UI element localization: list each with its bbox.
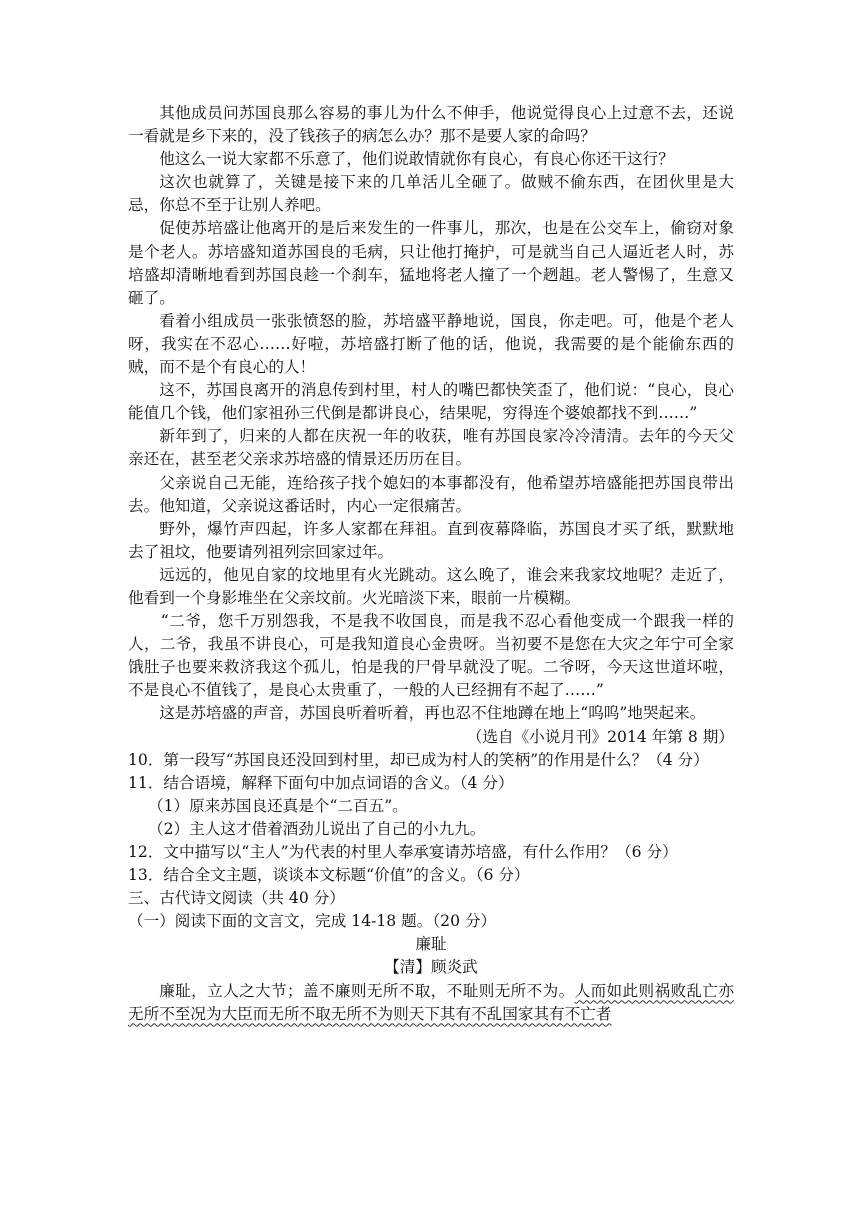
- question-10: 10．第一段写“苏国良还没回到村里，却已成为村人的笑柄”的作用是什么？（4 分）: [128, 750, 709, 769]
- classical-text-punctuated: 廉耻，立人之大节；盖不廉则无所不取，不耻则无所不为。: [159, 981, 575, 1000]
- story-paragraph: 这次也就算了，关键是接下来的几单活儿全砸了。做贼不偷东西，在团伙里是大忌，你总不至于让别人养吧。: [128, 173, 734, 215]
- source-citation: （选自《小说月刊》2014 年第 8 期）: [466, 727, 734, 746]
- story-paragraph: 新年到了，归来的人都在庆祝一年的收获，唯有苏国良家冷冷清清。去年的今天父亲还在，甚至老父亲求苏培盛的情景还历历在目。: [128, 427, 734, 469]
- section-heading: 三、古代诗文阅读（共 40 分）: [128, 889, 345, 908]
- question-11-item-2: （2）主人这才借着酒劲儿说出了自己的小九九。: [148, 819, 486, 838]
- classical-text-body: [128, 980, 734, 1026]
- classical-text-title: 廉耻: [415, 935, 447, 954]
- story-paragraph: 父亲说自己无能，连给孩子找个媳妇的本事都没有，他希望苏培盛能把苏国良带出去。他知道，父亲说这番话时，内心一定很痛苦。: [128, 473, 734, 515]
- classical-text-author: 【清】顾炎武: [384, 958, 478, 977]
- question-12: 12．文中描写以“主人”为代表的村里人奉承宴请苏培盛，有什么作用？（6 分）: [128, 843, 678, 861]
- question-11-item-1: （1）原来苏国良还真是个“二百五”。: [148, 796, 408, 815]
- text-column: [128, 102, 734, 1026]
- classical-text-unpunctuated: 人而如此则祸败乱亡亦无所不至况为大臣而无所不取无所不为则天下其有不乱国家其有不亡者: [128, 981, 734, 1023]
- subsection-heading: （一）阅读下面的文言文，完成 14-18 题。（20 分）: [128, 912, 497, 931]
- question-13: 13．结合全文主题，谈谈本文标题“价值”的含义。（6 分）: [128, 866, 530, 885]
- story-paragraph: 远远的，他见自家的坟地里有火光跳动。这么晚了，谁会来我家坟地呢？走近了，他看到一个身影堆坐在父亲坟前。火光暗淡下来，眼前一片模糊。: [128, 565, 734, 607]
- story-paragraph: 促使苏培盛让他离开的是后来发生的一件事儿，那次，也是在公交车上，偷窃对象是个老人。苏培盛知道苏国良的毛病，只让他打掩护，可是就当自己人逼近老人时，苏培盛却清晰地看到苏国良趁一个刹车，猛地将老人撞了一个趔趄。老人警惕了，生意又砸了。: [128, 219, 734, 307]
- story-paragraph: 这是苏培盛的声音，苏国良听着听着，再也忍不住地蹲在地上“呜呜”地哭起来。: [159, 704, 706, 723]
- story-paragraph: 他这么一说大家都不乐意了，他们说敢情就你有良心，有良心你还干这行？: [159, 150, 674, 169]
- story-paragraph: “二爷，您千万别怨我，不是我不收国良，而是我不忍心看他变成一个跟我一样的人，二爷，我虽不讲良心，可是我知道良心金贵呀。当初要不是您在大灾之年宁可全家饿肚子也要来救济我这个孤儿，怕是我的尸骨早就没了呢。二爷呀，今天这世道坏啦，不是良心不值钱了，是良心太贵重了，一般的人已经拥有不起了……”: [128, 612, 734, 700]
- question-11: 11．结合语境，解释下面句中加点词语的含义。（4 分）: [128, 773, 514, 792]
- story-paragraph: 其他成员问苏国良那么容易的事儿为什么不伸手，他说觉得良心上过意不去，还说一看就是乡下来的，没了钱孩子的病怎么办？那不是要人家的命吗？: [128, 104, 734, 146]
- story-paragraph: 野外，爆竹声四起，许多人家都在拜祖。直到夜幕降临，苏国良才买了纸，默默地去了祖坟，他要请列祖列宗回家过年。: [128, 519, 734, 561]
- story-paragraph: 这不，苏国良离开的消息传到村里，村人的嘴巴都快笑歪了，他们说：“良心，良心能值几个钱，他们家祖孙三代倒是都讲良心，结果呢，穷得连个婆娘都找不到……”: [128, 381, 734, 423]
- story-paragraph: 看着小组成员一张张愤怒的脸，苏培盛平静地说，国良，你走吧。可，他是个老人呀，我实在不忍心……好啦，苏培盛打断了他的话，他说，我需要的是个能偷东西的贼，而不是个有良心的人！: [128, 311, 734, 377]
